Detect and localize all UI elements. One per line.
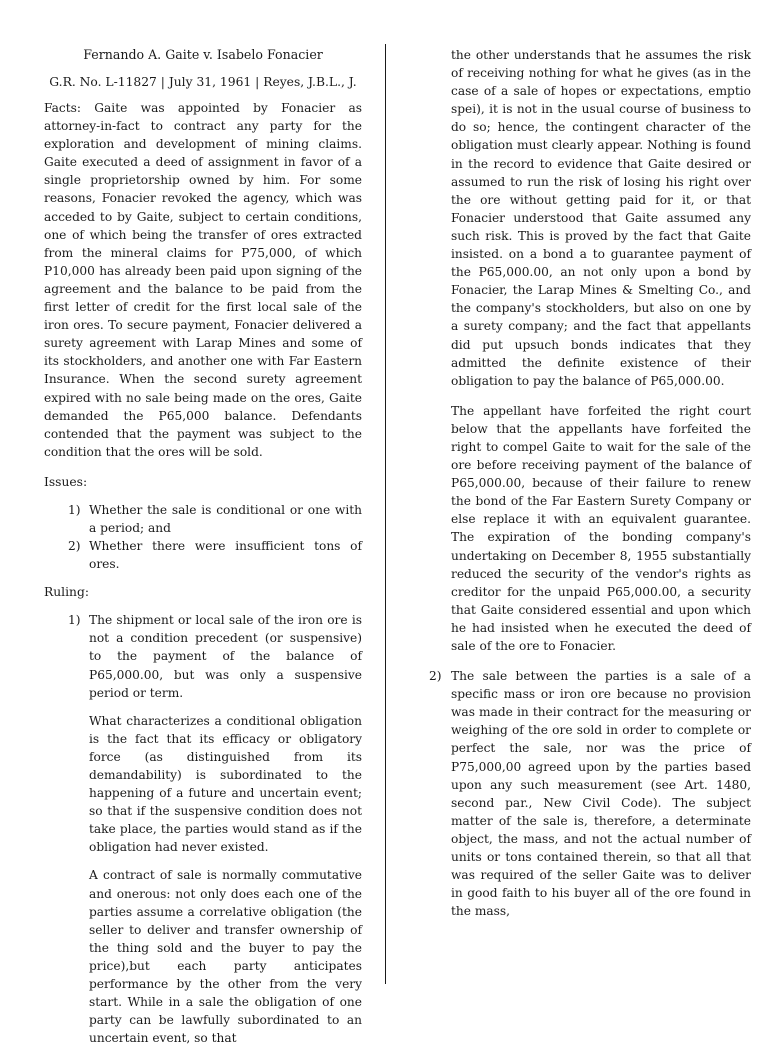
ruling-paragraph: The sale between the parties is a sale of a specific mass or iron ore because no provision was made in their contract for the measuring or weighing of the ore sold in order to complete or perfect the sale, nor was the price of P75,000,00 agreed upon by the parties based upon any such measurement (see Art. 1480, second par., New Civil Code). The subject matter of the sale is, therefore, a determinate object, the mass, and not the actual number of units or tons contained therein, so that all that was required of the seller Gaite was to deliver in good faith to his buyer all of the ore found in the mass, <box>451 669 751 919</box>
ruling-paragraph: What characterizes a conditional obligation is the fact that its efficacy or obligatory force (as distinguished from its demandability) is subordinated to the happening of a future and uncertain event; so that if the suspensive condition does not take place, the parties would stand as if the obligation had never existed. <box>89 713 362 855</box>
ruling-number: 2) <box>429 669 442 684</box>
issue-text: Whether there were insufficient tons of ores. <box>89 539 362 572</box>
issue-item <box>44 537 362 573</box>
right-column <box>429 46 751 932</box>
ruling-item-1 <box>44 611 362 1047</box>
ruling-item-2 <box>429 667 751 920</box>
ruling-paragraph-continued: the other understands that he assumes the risk of receiving nothing for what he gives (as in the case of a sale of hopes or expectations, emptio spei), it is not in the usual course of business to do so; hence, the contingent character of the obligation must clearly appear. Nothing is found in the record to evidence that Gaite desired or assumed to run the risk of losing his right over the ore without getting paid for it, or that Fonacier understood that Gaite assumed any such risk. This is proved by the fact that Gaite insisted. on a bond a to guarantee payment of the P65,000.00, an not only upon a bond by Fonacier, the Larap Mines & Smelting Co., and the company's stockholders, but also on one by a surety company; and the fact that appellants did put upsuch bonds indicates that they admitted the definite existence of their obligation to pay the balance of P65,000.00. <box>451 48 751 388</box>
ruling-heading: Ruling: <box>44 585 89 600</box>
issues-list <box>44 501 362 573</box>
ruling-paragraph: The shipment or local sale of the iron ore is not a condition precedent (or suspensive) to the payment of the balance of P65,000.00, but was only a suspensive period or term. <box>89 613 362 700</box>
issues-heading: Issues: <box>44 474 88 489</box>
issue-text: Whether the sale is conditional or one with a period; and <box>89 502 362 535</box>
ruling-paragraph: The appellant have forfeited the right court below that the appellants have forfeited the right to compel Gaite to wait for the sale of the ore before receiving payment of the balance of P65,000.00, because of their failure to renew the bond of the Far Eastern Surety Company or else replace it with an equivalent guarantee. The expiration of the bonding company's undertaking on December 8, 1955 substantially reduced the security of the vendor's rights as creditor for the unpaid P65,000.00, a security that Gaite considered essential and upon which he had insisted when he executed the deed of sale of the ore to Fonacier. <box>451 403 751 653</box>
ruling-paragraph: A contract of sale is normally commutative and onerous: not only does each one of the parties assume a correlative obligation (the seller to deliver and transfer ownership of the thing sold and the buyer to pay the price),but each party anticipates performance by the other from the very start. While in a sale the obligation of one party can be lawfully subordinated to an uncertain event, so that <box>89 868 362 1046</box>
column-divider <box>385 44 386 984</box>
issue-item <box>44 501 362 537</box>
case-citation: G.R. No. L-11827 | July 31, 1961 | Reyes, J.B.L., J. <box>49 75 357 89</box>
case-title: Fernando A. Gaite v. Isabelo Fonacier <box>83 47 323 62</box>
issue-number: 1) <box>68 502 81 517</box>
facts-paragraph: Facts: Gaite was appointed by Fonacier as attorney-in-fact to contract any party for the exploration and development of mining claims. Gaite executed a deed of assignment in favor of a single proprietorship owned by him. For some reasons, Fonacier revoked the agency, which was acceded to by Gaite, subject to certain conditions, one of which being the transfer of ores extracted from the mineral claims for P75,000, of which P10,000 has already been paid upon signing of the agreement and the balance to be paid from the first letter of credit for the first local sale of the iron ores. To secure payment, Fonacier delivered a surety agreement with Larap Mines and some of its stockholders, and another one with Far Eastern Insurance. When the second surety agreement expired with no sale being made on the ores, Gaite demanded the P65,000 balance. Defendants contended that the payment was subject to the condition that the ores will be sold. <box>44 101 362 459</box>
left-column <box>44 46 362 1057</box>
issue-number: 2) <box>68 539 81 554</box>
ruling-number: 1) <box>68 613 81 628</box>
